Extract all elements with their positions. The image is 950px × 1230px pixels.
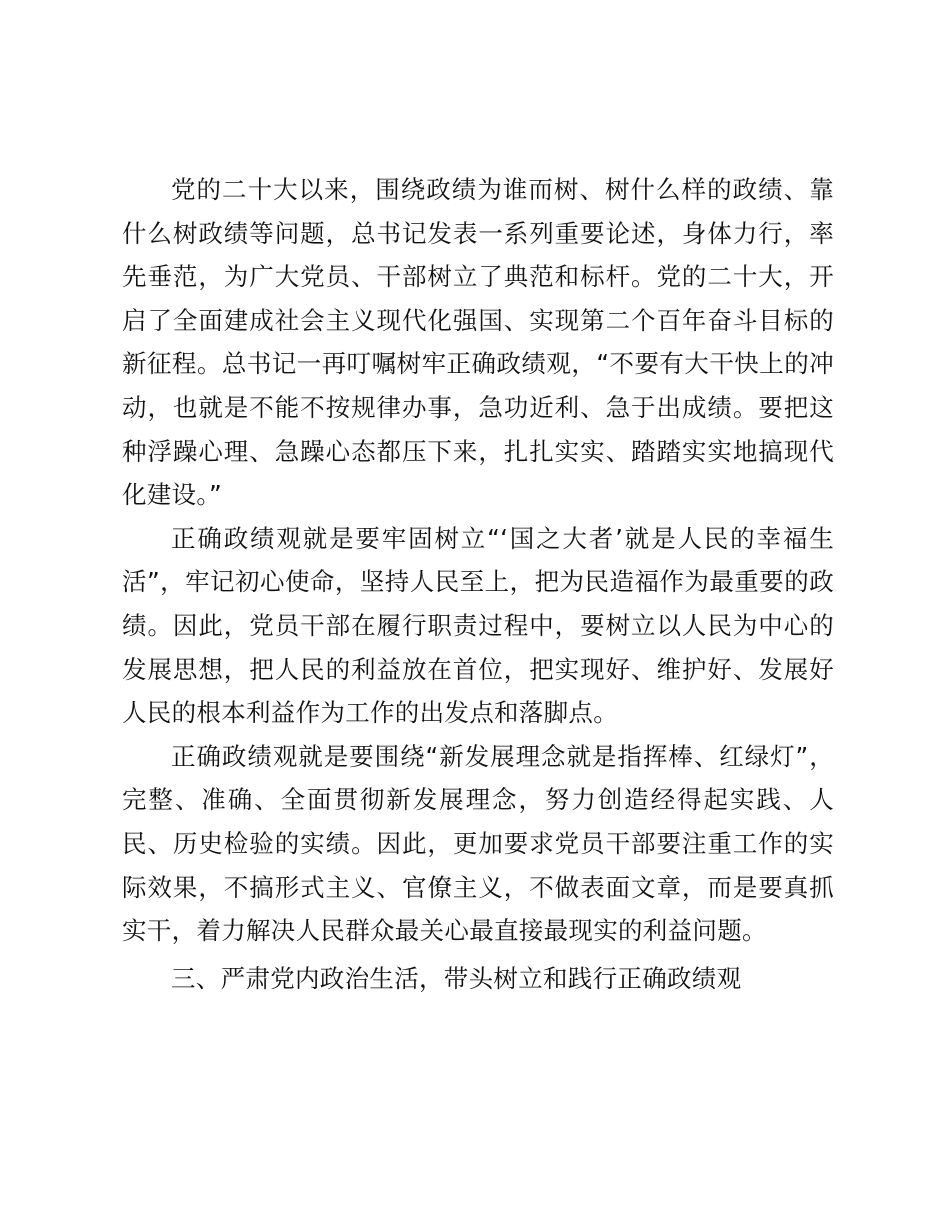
paragraph-3: 正确政绩观就是要围绕“新发展理念就是指挥棒、红绿灯”，完整、准确、全面贯彻新发展理念，努力创造经得起实践、人民、历史检验的实绩。因此，更加要求党员干部要注重工作的实际效果，不搞形式主义、官僚主义，不做表面文章，而是要真抓实干，着力解决人民群众最关心最直接最现实的利益问题。 <box>122 741 834 946</box>
section-heading: 三、严肃党内政治生活，带头树立和践行正确政绩观 <box>171 963 742 993</box>
document-body <box>122 168 834 1000</box>
paragraph-2: 正确政绩观就是要牢固树立“‘国之大者’就是人民的幸福生活”，牢记初心使命，坚持人民至上，把为民造福作为最重要的政绩。因此，党员干部在履行职责过程中，要树立以人民为中心的发展思想，把人民的利益放在首位，把实现好、维护好、发展好人民的根本利益作为工作的出发点和落脚点。 <box>122 523 834 728</box>
paragraph-1: 党的二十大以来，围绕政绩为谁而树、树什么样的政绩、靠什么树政绩等问题，总书记发表一系列重要论述，身体力行，率先垂范，为广大党员、干部树立了典范和标杆。党的二十大，开启了全面建成社会主义现代化强国、实现第二个百年奋斗目标的新征程。总书记一再叮嘱树牢正确政绩观，“不要有大干快上的冲动，也就是不能不按规律办事，急功近利、急于出成绩。要把这种浮躁心理、急躁心态都压下来，扎扎实实、踏踏实实地搞现代化建设。” <box>122 175 834 510</box>
